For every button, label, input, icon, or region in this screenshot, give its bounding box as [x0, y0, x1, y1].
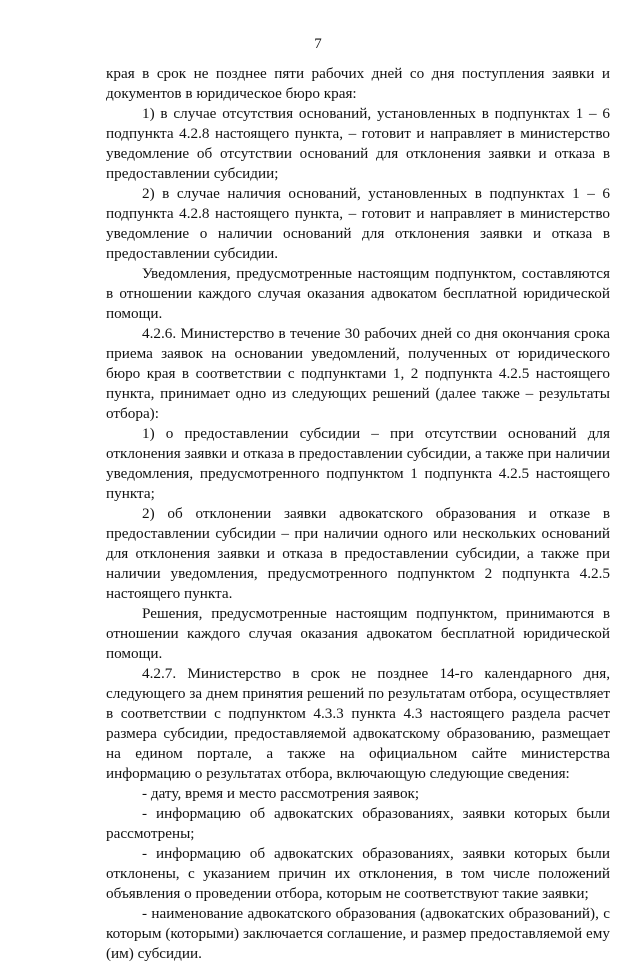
paragraph: 4.2.6. Министерство в течение 30 рабочих дней со дня окончания срока приема заявок на основании уведомлений, полученных от юридического бюро края в соответствии с подпунктами 1, 2 подпункта 4.2.5 настоящего пункта, принимает одно из следующих решений (далее также – результаты отбора):: [106, 325, 610, 422]
paragraph: 4.2.7. Министерство в срок не позднее 14-го календарного дня, следующего за днем принятия решений по результатам отбора, осуществляет в соответствии с подпунктом 4.3.3 пункта 4.3 настоящего раздела расчет размера субсидии, предоставляемой адвокатскому образованию, размещает на едином портале, а также на официальном сайте министерства информацию о результатах отбора, включающую следующие сведения:: [106, 665, 610, 782]
paragraph: - дату, время и место рассмотрения заявок;: [142, 785, 420, 802]
paragraph: 2) в случае наличия оснований, установленных в подпунктах 1 – 6 подпункта 4.2.8 настоящего пункта, – готовит и направляет в министерство уведомление о наличии оснований для отклонения заявки и отказа в предоставлении субсидии.: [106, 185, 610, 262]
paragraph: Решения, предусмотренные настоящим подпунктом, принимаются в отношении каждого случая оказания адвокатом бесплатной юридической помощи.: [106, 605, 610, 662]
paragraph: края в срок не позднее пяти рабочих дней со дня поступления заявки и документов в юридическое бюро края:: [106, 65, 610, 102]
document-body: [106, 64, 610, 964]
page-number: 7: [314, 36, 322, 52]
paragraph: - информацию об адвокатских образованиях, заявки которых были отклонены, с указанием причин их отклонения, в том числе положений объявления о проведении отбора, которым не соответствуют такие заявки;: [106, 845, 610, 902]
paragraph: - информацию об адвокатских образованиях, заявки которых были рассмотрены;: [106, 805, 610, 842]
paragraph: 2) об отклонении заявки адвокатского образования и отказе в предоставлении субсидии – при наличии одного или нескольких оснований для отклонения заявки и отказа в предоставлении субсидии, а также при наличии уведомления, предусмотренного подпунктом 2 подпункта 4.2.5 настоящего пункта.: [106, 505, 610, 602]
paragraph: 1) в случае отсутствия оснований, установленных в подпунктах 1 – 6 подпункта 4.2.8 настоящего пункта, – готовит и направляет в министерство уведомление об отсутствии оснований для отклонения заявки и отказа в предоставлении субсидии;: [106, 105, 610, 182]
paragraph: Уведомления, предусмотренные настоящим подпунктом, составляются в отношении каждого случая оказания адвокатом бесплатной юридической помощи.: [106, 265, 610, 322]
paragraph: 1) о предоставлении субсидии – при отсутствии оснований для отклонения заявки и отказа в предоставлении субсидии, а также при наличии уведомления, предусмотренного подпунктом 1 подпункта 4.2.5 настоящего пункта;: [106, 425, 610, 502]
paragraph: - наименование адвокатского образования (адвокатских образований), с которым (которыми) заключается соглашение, и размер предоставляемой ему (им) субсидии.: [106, 905, 610, 962]
